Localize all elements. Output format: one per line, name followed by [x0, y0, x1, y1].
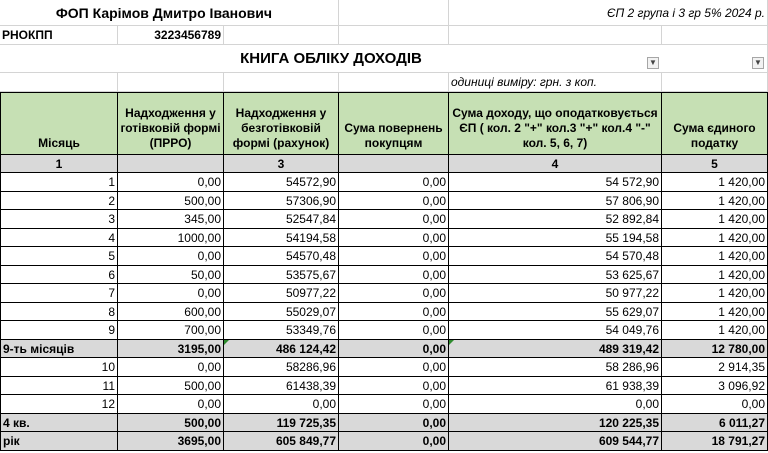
table-cell[interactable] — [449, 432, 662, 451]
cell-value: 0,00 — [422, 286, 446, 300]
col-header-label: Сума повернень покупцям — [344, 121, 443, 150]
table-cell[interactable] — [118, 303, 224, 321]
table-cell[interactable] — [449, 284, 662, 303]
table-cell[interactable] — [118, 247, 224, 266]
owner-name: ФОП Карімов Дмитро Іванович — [55, 4, 272, 21]
table-cell[interactable] — [662, 358, 768, 377]
table-cell[interactable] — [118, 340, 224, 358]
cell-value: рік — [3, 434, 20, 448]
empty-cell[interactable] — [118, 73, 224, 92]
cell-value: 6 011,27 — [718, 415, 765, 430]
cell-value: 53349,76 — [285, 323, 336, 337]
table-cell[interactable] — [339, 377, 449, 395]
cell-value: 1 420,00 — [718, 323, 765, 337]
cell-value: 3 — [108, 212, 115, 226]
table-cell[interactable] — [224, 247, 339, 266]
table-cell[interactable] — [118, 395, 224, 414]
table-cell[interactable] — [449, 414, 662, 432]
table-cell[interactable] — [662, 340, 768, 358]
col-header-noncash[interactable] — [224, 93, 339, 155]
rnokpp-row — [0, 26, 768, 45]
table-cell[interactable] — [118, 266, 224, 284]
book-title: КНИГА ОБЛІКУ ДОХОДІВ — [240, 50, 422, 67]
cell-value: 57 806,90 — [605, 193, 659, 208]
cell-value: 605 849,77 — [275, 434, 336, 448]
col-number[interactable] — [224, 155, 339, 173]
table-cell[interactable] — [224, 229, 339, 247]
table-cell[interactable] — [339, 340, 449, 358]
cell-value: 2 — [108, 193, 115, 208]
col-number-label: 5 — [711, 156, 718, 171]
units-cell[interactable] — [449, 73, 662, 92]
cell-value: 12 780,00 — [711, 341, 765, 356]
cell-value: 500,00 — [184, 415, 221, 430]
table-cell[interactable] — [449, 321, 662, 340]
table-cell[interactable] — [0, 358, 118, 377]
table-cell[interactable] — [449, 395, 662, 414]
cell-value: 52 892,84 — [605, 212, 659, 226]
table-cell[interactable] — [339, 173, 449, 192]
cell-value: 8 — [108, 304, 115, 319]
cell-value: 4 кв. — [3, 415, 30, 430]
table-cell[interactable] — [449, 173, 662, 192]
col-header-label: Сума доходу, що оподатковується ЄП ( кол. 2 "+" кол.3 "+" кол.4 "-" кол. 5, 6, 7) — [452, 106, 658, 150]
table-cell[interactable] — [224, 173, 339, 192]
cell-value: 0,00 — [422, 304, 446, 319]
col-number[interactable] — [118, 155, 224, 173]
cell-value: 1 420,00 — [718, 304, 765, 319]
cell-value: 1 420,00 — [718, 267, 765, 282]
empty-cell[interactable] — [0, 73, 118, 92]
table-cell[interactable] — [224, 303, 339, 321]
table-cell[interactable] — [662, 377, 768, 395]
col-number[interactable] — [662, 155, 768, 173]
table-cell[interactable] — [449, 377, 662, 395]
table-row — [0, 247, 768, 266]
table-cell[interactable] — [662, 321, 768, 340]
col-header-single-tax[interactable] — [662, 93, 768, 155]
table-cell[interactable] — [0, 210, 118, 229]
table-cell[interactable] — [0, 395, 118, 414]
cell-value: 4 — [108, 230, 115, 245]
table-cell[interactable] — [118, 432, 224, 451]
table-cell[interactable] — [449, 340, 662, 358]
table-cell[interactable] — [0, 284, 118, 303]
table-cell[interactable] — [339, 192, 449, 210]
table-cell[interactable] — [449, 247, 662, 266]
cell-value: 50977,22 — [285, 286, 336, 300]
table-row — [0, 303, 768, 321]
col-number[interactable] — [0, 155, 118, 173]
cell-value: 0,00 — [422, 415, 446, 430]
cell-value: 61 938,39 — [605, 378, 659, 393]
cell-value: 58 286,96 — [605, 360, 659, 374]
cell-value: 50,00 — [190, 267, 221, 282]
table-cell[interactable] — [0, 432, 118, 451]
table-cell[interactable] — [662, 247, 768, 266]
empty-cell[interactable] — [449, 26, 662, 45]
table-cell[interactable] — [662, 173, 768, 192]
table-cell[interactable] — [224, 414, 339, 432]
cell-value: 54 570,48 — [605, 249, 659, 263]
col-header-label: Надходження у безготівковій формі (рахунок) — [232, 106, 330, 150]
empty-cell[interactable] — [662, 73, 768, 92]
cell-value: 700,00 — [184, 323, 221, 337]
table-cell[interactable] — [339, 321, 449, 340]
table-cell[interactable] — [662, 192, 768, 210]
table-cell[interactable] — [339, 284, 449, 303]
table-row — [0, 321, 768, 340]
table-cell[interactable] — [449, 229, 662, 247]
units-label: одиниці виміру: грн. з коп. — [451, 75, 597, 89]
cell-value: 345,00 — [184, 212, 221, 226]
cell-value: 2 914,35 — [718, 360, 765, 374]
table-cell[interactable] — [224, 192, 339, 210]
cell-value: 53575,67 — [285, 267, 336, 282]
table-cell[interactable] — [118, 229, 224, 247]
cell-value: 0,00 — [422, 230, 446, 245]
cell-value: 1 420,00 — [718, 193, 765, 208]
cell-value: 0,00 — [422, 323, 446, 337]
col-header-month[interactable] — [0, 93, 118, 155]
table-cell[interactable] — [118, 358, 224, 377]
book-title-cell[interactable] — [0, 45, 662, 73]
table-cell[interactable] — [339, 247, 449, 266]
cell-value: 0,00 — [197, 397, 221, 411]
cell-value: 0,00 — [422, 378, 446, 393]
cell-value: 54570,48 — [285, 249, 336, 263]
cell-value: 119 725,35 — [276, 415, 336, 430]
cell-value: 54572,90 — [285, 175, 336, 189]
table-cell[interactable] — [118, 192, 224, 210]
cell-value: 10 — [101, 360, 115, 374]
table-cell[interactable] — [662, 229, 768, 247]
table-cell[interactable] — [449, 210, 662, 229]
cell-value: 12 — [101, 397, 115, 411]
cell-value: 1 420,00 — [718, 175, 765, 189]
rnokpp-label-cell[interactable] — [0, 26, 118, 45]
col-number-label: 3 — [277, 156, 285, 171]
cell-value: 3195,00 — [177, 341, 221, 356]
cell-value: 11 — [102, 378, 115, 393]
table-row — [0, 229, 768, 247]
rnokpp-label: РНОКПП — [2, 28, 53, 42]
cell-value: 1 420,00 — [718, 230, 765, 245]
table-cell[interactable] — [449, 266, 662, 284]
table-cell[interactable] — [0, 192, 118, 210]
table-cell[interactable] — [0, 321, 118, 340]
total-row — [0, 432, 768, 451]
cell-value: 55 194,58 — [605, 230, 659, 245]
table-row — [0, 284, 768, 303]
cell-value: 0,00 — [422, 212, 446, 226]
total-row — [0, 414, 768, 432]
cell-value: 58286,96 — [285, 360, 336, 374]
cell-value: 0,00 — [741, 397, 765, 411]
cell-value: 1 420,00 — [718, 249, 765, 263]
table-cell[interactable] — [662, 303, 768, 321]
table-cell[interactable] — [339, 229, 449, 247]
empty-cell[interactable] — [339, 26, 449, 45]
rnokpp-value: 3223456789 — [154, 28, 221, 42]
table-cell[interactable] — [0, 377, 118, 395]
table-cell[interactable] — [339, 210, 449, 229]
filter-dropdown-icon[interactable]: ▼ — [752, 57, 764, 69]
total-row — [0, 340, 768, 358]
col-number[interactable] — [339, 155, 449, 173]
table-cell[interactable] — [118, 173, 224, 192]
table-row — [0, 210, 768, 229]
table-cell[interactable] — [662, 210, 768, 229]
table-cell[interactable] — [118, 210, 224, 229]
cell-value: 500,00 — [184, 193, 221, 208]
table-row — [0, 358, 768, 377]
cell-value: 1000,00 — [177, 230, 221, 245]
table-cell[interactable] — [224, 266, 339, 284]
col-header-cash[interactable] — [118, 93, 224, 155]
cell-value: 1 — [108, 175, 115, 189]
cell-value: 61438,39 — [285, 378, 336, 393]
empty-cell[interactable] — [339, 73, 449, 92]
cell-value: 3695,00 — [177, 434, 221, 448]
cell-value: 0,00 — [422, 175, 446, 189]
cell-value: 5 — [108, 249, 115, 263]
cell-value: 1 420,00 — [718, 212, 765, 226]
cell-value: 9-ть місяців — [3, 341, 75, 356]
table-row — [0, 377, 768, 395]
table-cell[interactable] — [0, 414, 118, 432]
col-header-label: Сума єдиного податку — [673, 121, 756, 150]
table-row — [0, 266, 768, 284]
tax-group-cell[interactable] — [449, 0, 768, 26]
table-cell[interactable] — [449, 303, 662, 321]
cell-value: 54 572,90 — [605, 175, 659, 189]
cell-value: 500,00 — [184, 378, 221, 393]
cell-value: 55 629,07 — [605, 304, 659, 319]
table-cell[interactable] — [224, 358, 339, 377]
table-cell[interactable] — [0, 266, 118, 284]
col-header-label: Місяць — [38, 136, 80, 150]
table-cell[interactable] — [224, 432, 339, 451]
cell-value: 0,00 — [197, 286, 221, 300]
table-cell[interactable] — [339, 414, 449, 432]
table-cell[interactable] — [339, 395, 449, 414]
table-cell[interactable] — [662, 432, 768, 451]
owner-row — [0, 0, 768, 26]
cell-value: 54 049,76 — [605, 323, 659, 337]
cell-value: 0,00 — [312, 397, 336, 411]
col-header-taxable[interactable] — [449, 93, 662, 155]
table-cell[interactable] — [0, 340, 118, 358]
cell-value: 0,00 — [422, 193, 446, 208]
table-cell[interactable] — [224, 210, 339, 229]
table-cell[interactable] — [118, 284, 224, 303]
cell-value: 52547,84 — [285, 212, 336, 226]
table-cell[interactable] — [224, 284, 339, 303]
cell-value: 57306,90 — [285, 193, 336, 208]
col-number-label: 4 — [551, 156, 559, 171]
col-header-refunds[interactable] — [339, 93, 449, 155]
table-cell[interactable] — [339, 432, 449, 451]
table-cell[interactable] — [339, 358, 449, 377]
tax-group: ЄП 2 група і 3 гр 5% 2024 р. — [607, 5, 765, 20]
cell-value: 6 — [108, 267, 115, 282]
cell-value: 609 544,77 — [598, 434, 659, 448]
cell-value: 9 — [108, 323, 115, 337]
column-header-row — [0, 92, 768, 155]
cell-value: 120 225,35 — [598, 415, 659, 430]
table-cell[interactable] — [662, 284, 768, 303]
cell-value: 53 625,67 — [605, 267, 659, 282]
table-cell[interactable] — [662, 266, 768, 284]
table-cell[interactable] — [0, 173, 118, 192]
empty-cell[interactable] — [224, 26, 339, 45]
cell-value: 0,00 — [197, 249, 221, 263]
cell-value: 50 977,22 — [605, 286, 659, 300]
cell-value: 0,00 — [422, 267, 446, 282]
table-cell[interactable] — [0, 229, 118, 247]
cell-value: 1 420,00 — [718, 286, 765, 300]
cell-value: 486 124,42 — [275, 341, 336, 356]
table-cell[interactable] — [224, 377, 339, 395]
table-cell[interactable] — [0, 303, 118, 321]
empty-cell[interactable] — [224, 73, 339, 92]
cell-value: 3 096,92 — [718, 378, 765, 393]
table-cell[interactable] — [339, 266, 449, 284]
table-cell[interactable] — [0, 247, 118, 266]
table-row — [0, 173, 768, 192]
table-cell[interactable] — [224, 340, 339, 358]
col-number-label: 1 — [55, 156, 63, 171]
cell-value: 600,00 — [184, 304, 221, 319]
cell-value: 0,00 — [422, 249, 446, 263]
filter-dropdown-icon[interactable]: ▼ — [647, 57, 659, 69]
table-cell[interactable] — [118, 321, 224, 340]
table-row — [0, 192, 768, 210]
column-number-row — [0, 155, 768, 173]
cell-value: 0,00 — [422, 434, 446, 448]
units-row — [0, 73, 768, 92]
cell-value: 0,00 — [635, 397, 659, 411]
table-cell[interactable] — [662, 395, 768, 414]
table-cell[interactable] — [449, 192, 662, 210]
col-header-label: Надходження у готівковій формі (ПРРО) — [120, 106, 221, 150]
table-cell[interactable] — [224, 321, 339, 340]
table-cell[interactable] — [339, 303, 449, 321]
cell-value: 489 319,42 — [598, 341, 659, 356]
table-cell[interactable] — [662, 414, 768, 432]
cell-value: 0,00 — [197, 175, 221, 189]
table-cell[interactable] — [224, 395, 339, 414]
empty-cell[interactable] — [662, 26, 768, 45]
table-cell[interactable] — [118, 414, 224, 432]
empty-cell[interactable] — [339, 0, 449, 26]
cell-value: 54194,58 — [285, 230, 336, 245]
table-row — [0, 395, 768, 414]
cell-value: 0,00 — [422, 397, 446, 411]
cell-value: 55029,07 — [285, 304, 336, 319]
cell-value: 0,00 — [197, 360, 221, 374]
table-cell[interactable] — [118, 377, 224, 395]
col-number[interactable] — [449, 155, 662, 173]
cell-value: 0,00 — [422, 360, 446, 374]
cell-value: 0,00 — [422, 341, 446, 356]
rnokpp-value-cell[interactable] — [118, 26, 224, 45]
owner-cell[interactable] — [0, 0, 339, 26]
cell-value: 7 — [108, 286, 115, 300]
cell-value: 18 791,27 — [711, 434, 765, 448]
table-cell[interactable] — [449, 358, 662, 377]
